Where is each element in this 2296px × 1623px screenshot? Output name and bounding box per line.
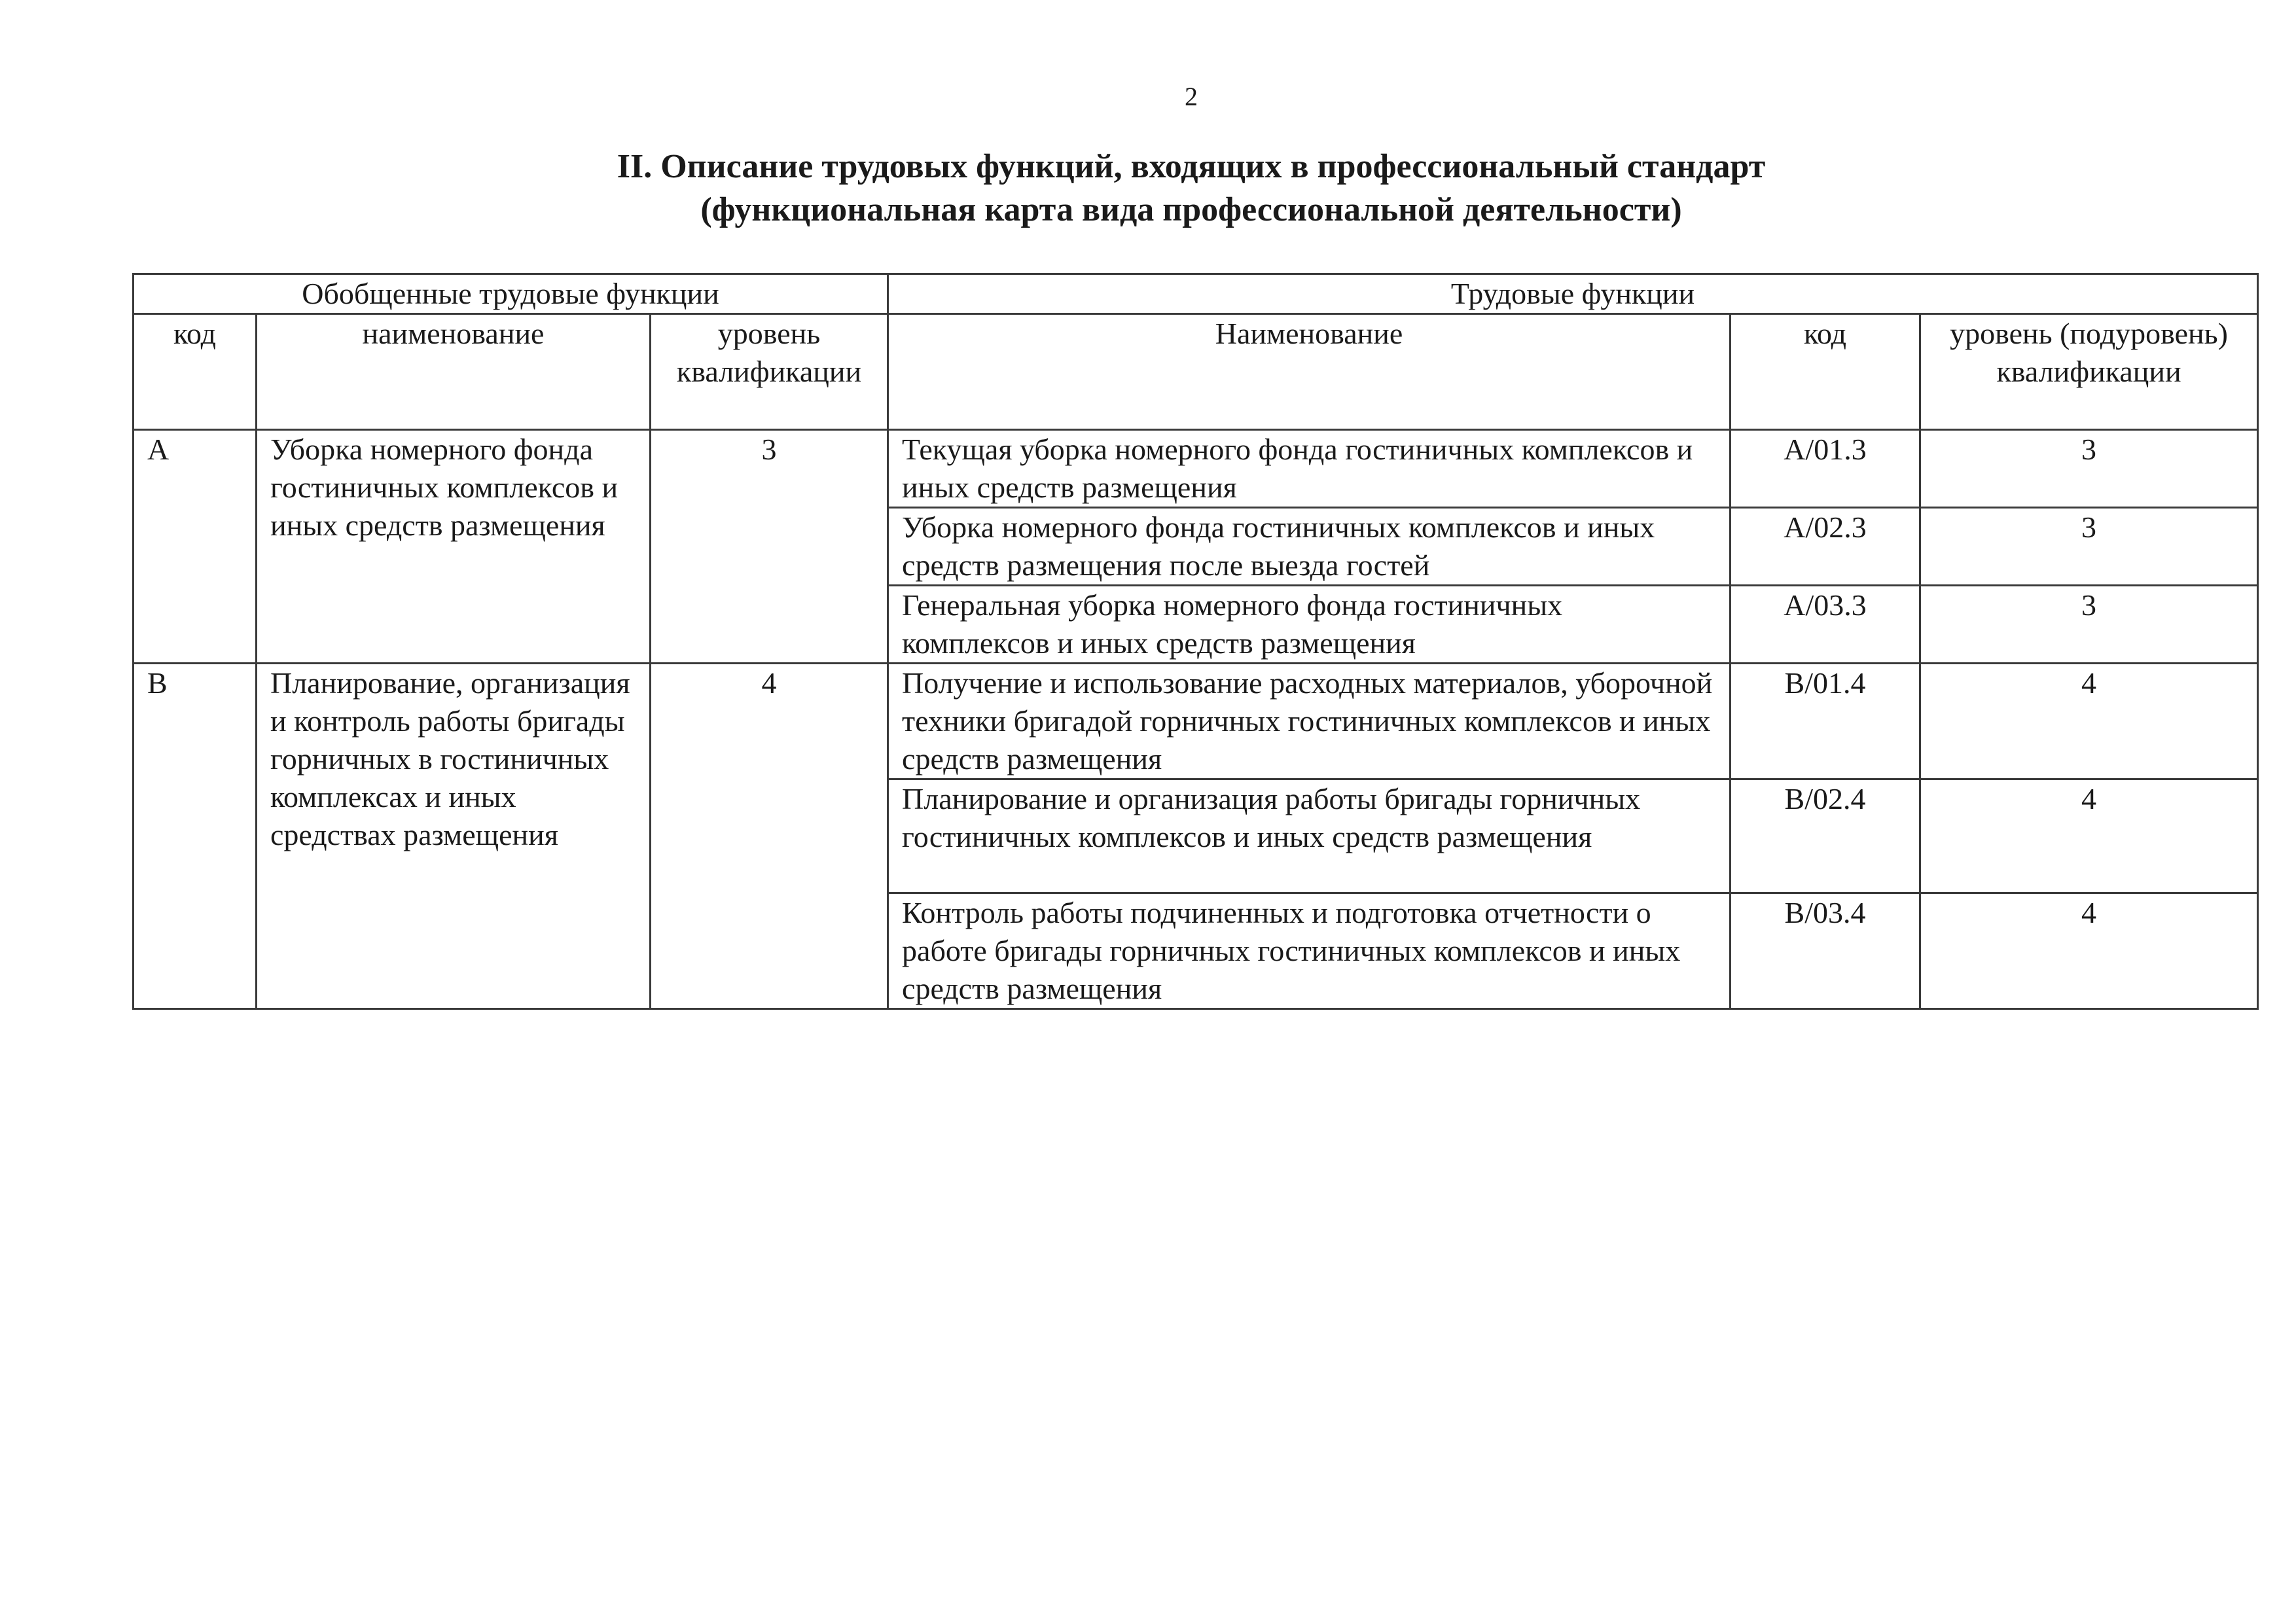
header-tf-level: уровень (подуровень) квалификации xyxy=(1920,314,2258,430)
labor-function-level: 3 xyxy=(1920,430,2258,508)
header-gen-level: уровень квалификации xyxy=(651,314,888,430)
header-labor-functions: Трудовые функции xyxy=(888,274,2258,314)
gen-function-name: Планирование, организация и контроль работы бригады горничных в гостиничных комплексах и иных средствах размещения xyxy=(257,664,651,1009)
labor-function-name: Получение и использование расходных материалов, уборочной техники бригадой горничных гостиничных комплексов и иных средств размещения xyxy=(888,664,1731,779)
labor-function-level: 3 xyxy=(1920,586,2258,664)
section-title xyxy=(0,145,2296,232)
header-generalized-functions: Обобщенные трудовые функции xyxy=(134,274,888,314)
table-row xyxy=(134,664,2258,779)
labor-function-name: Планирование и организация работы бригады горничных гостиничных комплексов и иных средств размещения xyxy=(888,779,1731,893)
gen-function-code: B xyxy=(134,664,257,1009)
labor-function-code: B/02.4 xyxy=(1731,779,1920,893)
labor-function-code: A/02.3 xyxy=(1731,508,1920,586)
gen-function-code: A xyxy=(134,430,257,664)
labor-function-level: 3 xyxy=(1920,508,2258,586)
labor-function-code: B/01.4 xyxy=(1731,664,1920,779)
header-tf-code: код xyxy=(1731,314,1920,430)
labor-function-level: 4 xyxy=(1920,779,2258,893)
table-group-header-row xyxy=(134,274,2258,314)
labor-function-code: A/01.3 xyxy=(1731,430,1920,508)
labor-function-name: Генеральная уборка номерного фонда гостиничных комплексов и иных средств размещения xyxy=(888,586,1731,664)
gen-function-level: 4 xyxy=(651,664,888,1009)
gen-function-name: Уборка номерного фонда гостиничных комплексов и иных средств размещения xyxy=(257,430,651,664)
header-gen-code: код xyxy=(134,314,257,430)
labor-function-level: 4 xyxy=(1920,893,2258,1009)
section-title-line-1: II. Описание трудовых функций, входящих в профессиональный стандарт xyxy=(617,148,1766,185)
gen-function-level: 3 xyxy=(651,430,888,664)
labor-function-name: Текущая уборка номерного фонда гостиничных комплексов и иных средств размещения xyxy=(888,430,1731,508)
labor-function-level: 4 xyxy=(1920,664,2258,779)
labor-function-code: B/03.4 xyxy=(1731,893,1920,1009)
functional-map-table xyxy=(132,273,2259,1010)
table-row xyxy=(134,430,2258,508)
header-gen-name: наименование xyxy=(257,314,651,430)
section-title-line-2: (функциональная карта вида профессиональной деятельности) xyxy=(700,191,1682,228)
table-sub-header-row xyxy=(134,314,2258,430)
labor-function-name: Уборка номерного фонда гостиничных комплексов и иных средств размещения после выезда гостей xyxy=(888,508,1731,586)
page-number: 2 xyxy=(1185,82,1198,111)
labor-function-code: A/03.3 xyxy=(1731,586,1920,664)
labor-function-name: Контроль работы подчиненных и подготовка отчетности о работе бригады горничных гостиничных комплексов и иных средств размещения xyxy=(888,893,1731,1009)
header-tf-name: Наименование xyxy=(888,314,1731,430)
